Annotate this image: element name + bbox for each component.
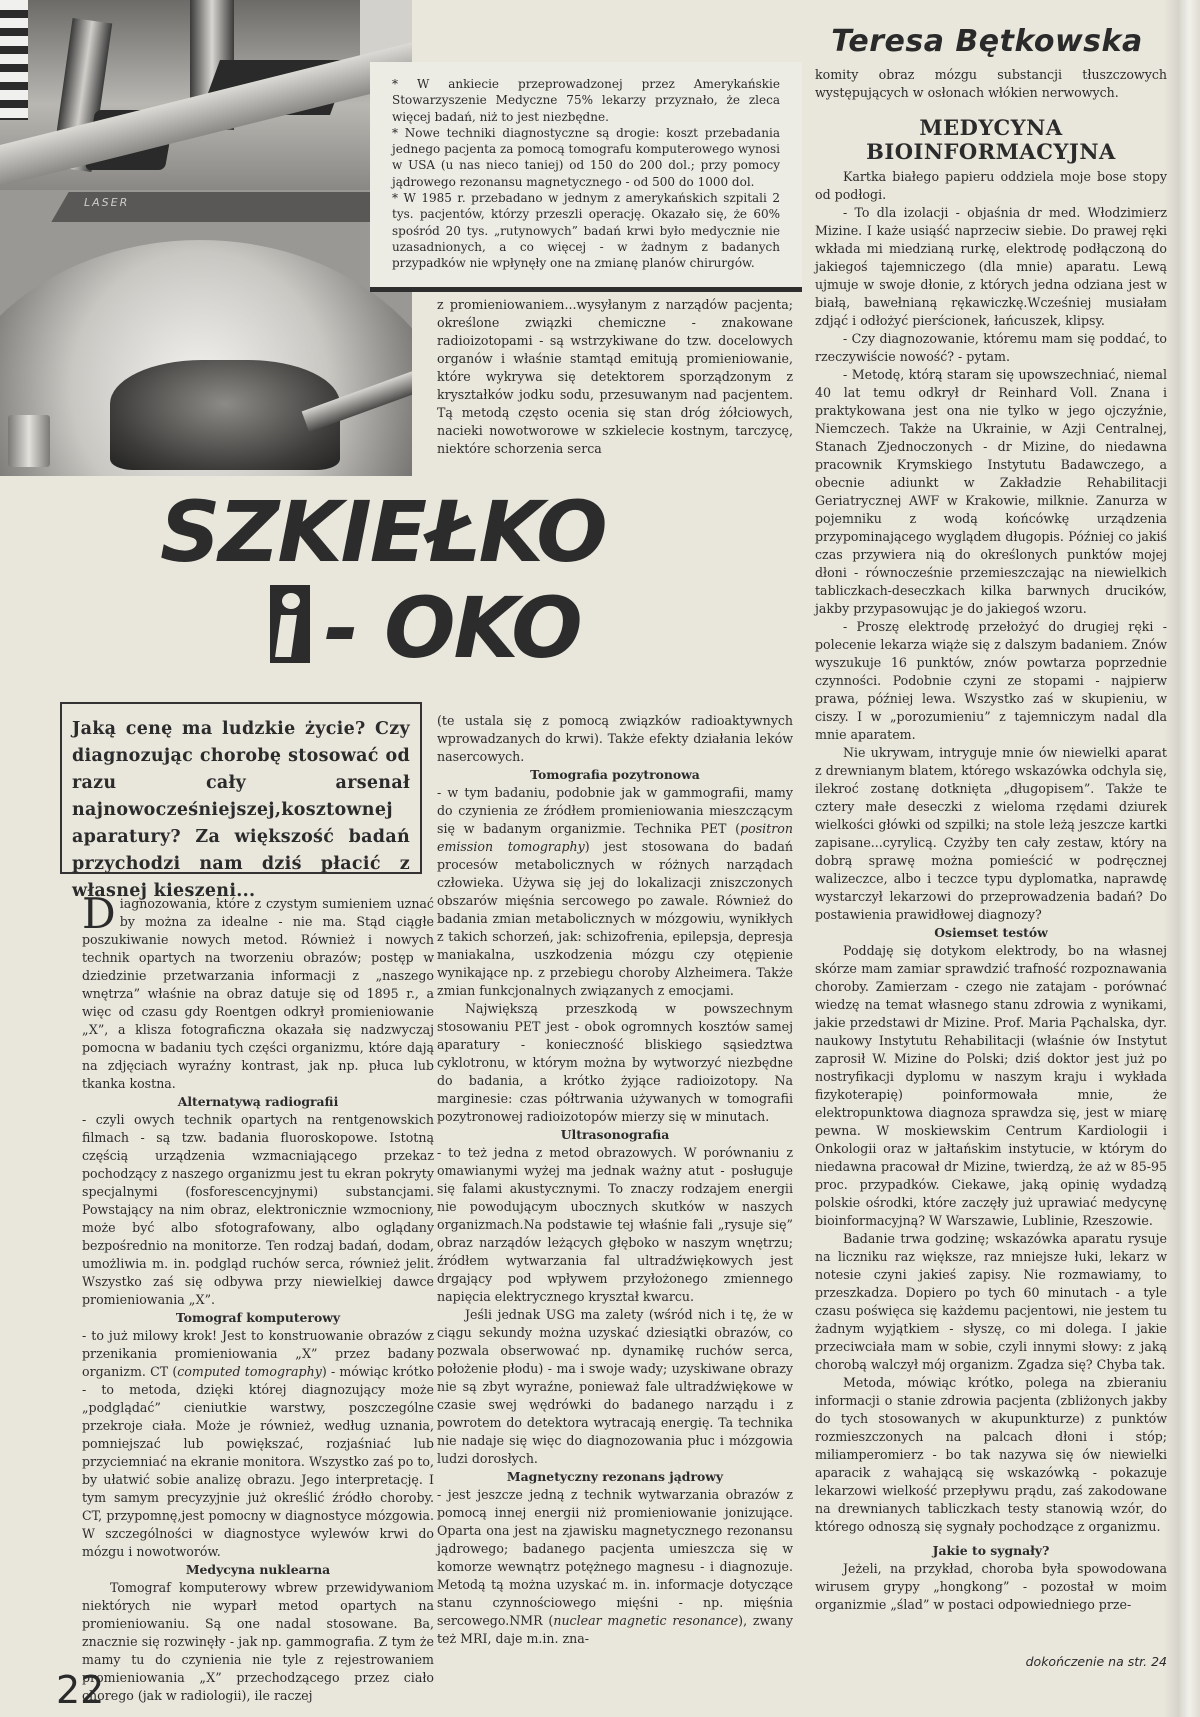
paragraph: Nie ukrywam, intryguje mnie ów niewielki aparat z drewnianym blatem, którego wskazówka odchyla się, ilekroć zostanę dotknięta „długopisem”. Także te cztery małe deseczki z wieloma rzędami dziurek wielkości główki od szpilki; na stole leżą jeszcze kartki zapisane...cyrylicą. Czyżby ten cały zestaw, który na dobrą sprawę można pomieścić w podręcznej walizeczce, albo i teczce typu dyplomatka, naprawdę wystarczył lekarzowi do przeprowadzenia badań? Do postawienia prawidłowej diagnozy? xyxy=(815,745,1167,922)
paragraph xyxy=(82,1327,434,1561)
left-column xyxy=(82,889,434,1705)
article-headline xyxy=(160,484,720,676)
text: - jest jeszcze jedną z technik wytwarzania obrazów z pomocą innej energii niż promieniowanie jonizujące. Oparta ona jest na zjawisku magnetycznego rezonansu jądrowego; badanego pacjenta umieszcza się w komorze wewnątrz potężnego magnesu - i diagnozuje. Metodą tą można uzyskać m. in. informacje dotyczące stanu czynnościowego mięśni - np. mięśnia sercowego.NMR ( xyxy=(437,1487,793,1628)
text: ) - mówiąc krótko - to metoda, dzięki której diagnozujący może „podglądać” cieniutkie warstwy, poszczególne przekroje ciała. Może je również, według uznania, pomniejszać lub powiększać, rozjaśniać lub przyciemniać na ekranie monitora. Wszystko zaś po to, by ułatwić sobie analizę obrazu. Jego interpretację. I tym samym precyzyjnie już określić źródło choroby. CT, przypomnę,jest pomocny w diagnostyce mózgowia. W szczególności w diagnostyce wylewów krwi do mózgu i nowotworów. xyxy=(82,1364,434,1559)
subheading: Tomograf komputerowy xyxy=(175,1310,341,1325)
right-column xyxy=(815,66,1167,1614)
headline-line-2-text: - OKO xyxy=(324,579,581,677)
illustration-jar xyxy=(8,415,50,467)
illustration-vent xyxy=(0,0,28,120)
italic-term: nuclear magnetic resonance xyxy=(553,1613,739,1628)
paragraph: Jeżeli, na przykład, choroba była spowodowana wirusem grypy „hongkong” - pozostał w moim organizmie „ślad” w postaci odpowiedniego prze- xyxy=(815,1561,1167,1612)
paragraph: Metoda, mówiąc krótko, polega na zbieraniu informacji o stanie zdrowia pacjenta (zbliżonych jakby do tych stosowanych w akupunkturze) z punktów rozmieszczonych na palcach dłoni i stóp; miliamperomierz - bo tak nazywa się ów niewielki aparacik z wahającą się wskazówką - pokazuje lekarzowi wielkość przepływu prądu, zaś zakodowane na drewnianych tabliczkach testy stanowią wzór, do którego odnoszą się sygnały pochodzące z organizmu. xyxy=(815,1375,1167,1534)
subheading: Alternatywą radiografii xyxy=(177,1094,339,1109)
fact-item: * W 1985 r. przebadano w jednym z amerykańskich szpitali 2 tys. pacjentów, którzy przeszli operację. Okazało się, że 60% spośród 20 tys. „rutynowych” badań krwi było medycznie nie uzasadnionych, a co więcej - w żadnym z badanych przypadków nie wpłynęły one na zmianę planów chirurgów. xyxy=(392,191,780,271)
paragraph: - Czy diagnozowanie, któremu mam się poddać, to rzeczywiście nowość? - pytam. xyxy=(815,331,1167,364)
illustration-laser-scanner xyxy=(0,0,412,476)
text: ) jest stosowana do badań procesów metabolicznych w różnych narządach człowieka. Używa się jej do lokalizacji zniszczonych obszarów mięśnia sercowego po zawale. Również do badania zmian metabolicznych w mózgowiu, wynikłych z takich schorzeń, jak: schizofrenia, epilepsja, depresja maniakalna, uszkodzenia mózgu czy otępienie wynikające np. z przebiegu choroby Alzheimera. Także zmian funkcjonalnych związanych z emocjami. xyxy=(437,839,793,998)
headline-line-1: SZKIEŁKO xyxy=(160,483,606,581)
subheading: Tomografia pozytronowa xyxy=(530,767,700,782)
page-number: 22 xyxy=(56,1668,105,1712)
headline-line-2 xyxy=(160,580,720,676)
text: ), zwany też MRI, daje m.in. zna- xyxy=(437,1613,794,1646)
section-title xyxy=(815,116,1167,164)
subheading: Ultrasonografia xyxy=(560,1127,670,1142)
paragraph: Największą przeszkodą w powszechnym stosowaniu PET jest - obok ogromnych kosztów samej aparatury - konieczność bliskiego sąsiedztwa cyklotronu, w którym można by wytworzyć niezbędne do badania, a krótko żyjące radioizotopy. Na marginesie: czas półtrwania używanych w tomografii pozytronowej radioizotopów mierzy się w minutach. xyxy=(437,1001,793,1124)
paragraph: komity obraz mózgu substancji tłuszczowych występujących w osłonach włókien nerwowych. xyxy=(815,67,1167,100)
lead-box: Jaką cenę ma ludzkie życie? Czy diagnozując chorobę stosować od razu cały arsenał najnowocześniejszej,kosztownej aparatury? Za większość badań przychodzi nam dziś płacić z własnej kieszeni... xyxy=(60,702,422,874)
middle-column xyxy=(437,712,793,1648)
facts-sidebar-box xyxy=(370,62,802,292)
text: - w tym badaniu, podobnie jak w gammografii, mamy do czynienia ze źródłem promieniowania mieszczącym się w badanym organizmie. Technika PET ( xyxy=(437,785,793,836)
subheading: Osiemset testów xyxy=(934,925,1048,940)
middle-column-top xyxy=(437,296,793,458)
paragraph: - Proszę elektrodę przełożyć do drugiej ręki - polecenie lekarza wiąże się z dalszym badaniem. Znów wyszukuje 16 punktów, znów powtarza poprzednie czynności. Podobnie czyni ze stopami - najpierw prawa, później lewa. Wszystko zaś w skupieniu, w ciszy. I w „porozumieniu” z tajemniczym nadal dla mnie aparatem. xyxy=(815,619,1167,742)
paragraph: - to też jedna z metod obrazowych. W porównaniu z omawianymi wyżej ma jednak ważny atut - posługuje się falami akustycznymi. To znaczy rodzajem energii nie powodującym ubocznych skutków w naszych organizmach.Na podstawie tej właśnie fali „rysuje się” obraz narządów leżących głęboko w naszym wnętrzu; źródłem wytwarzania fal ultradźwiękowych jest drgający pod wpływem przyłożonego zmiennego napięcia elektrycznego kryształ kwarcu. xyxy=(437,1145,793,1304)
paragraph xyxy=(437,1486,793,1648)
paragraph: Kartka białego papieru oddziela moje bose stopy od podłogi. xyxy=(815,169,1167,202)
paragraph: Badanie trwa godzinę; wskazówka aparatu rysuje na liczniku raz większe, raz mniejsze łuki, lekarz w notesie czyni jakieś zapisy. Nie rozmawiamy, to przeszkadza. Dopiero po tych 60 minutach - a tyle czasu poświęca się każdemu pacjentowi, nie jestem tu żadnym wyjątkiem - słyszę, co mi dolega. I jakie przeciwciała mam w sobie, czyli innymi słowy: z jaką chorobą walczył mój organizm. Zgadza się? Chyba tak. xyxy=(815,1231,1167,1372)
intro-paragraph xyxy=(82,889,434,1093)
text: - to już milowy krok! Jest to konstruowanie obrazów z przenikania promieniowania „X” przez badany organizm. CT ( xyxy=(82,1328,434,1379)
fact-item: * Nowe techniki diagnostyczne są drogie: koszt przebadania jednego pacjenta za pomocą tomografu komputerowego wynosi w USA (u nas nieco taniej) od 150 do 200 dol.; przy pomocy jądrowego rezonansu magnetycznego - od 500 do 1000 dol. xyxy=(392,125,780,189)
page-edge-shadow xyxy=(1164,0,1200,1717)
i-letter-logo-icon xyxy=(270,585,310,663)
section-title-line-2: BIOINFORMACYJNA xyxy=(866,139,1116,164)
subheading: Magnetyczny rezonans jądrowy xyxy=(506,1469,724,1484)
author-name: Teresa Bętkowska xyxy=(831,24,1143,59)
paragraph: Jeśli jednak USG ma zalety (wśród nich i tę, że w ciągu sekundy można uzyskać dziesiątki obrazów, co pozwala obserwować np. dynamikę ruchów serca, położenie płodu) - ma i swoje wady; uzyskiwane obrazy nie są zbyt wyraźne, ponieważ fale ultradźwiękowe w czasie swej wędrówki do badanego narządu i z powrotem do detektora wytracają energię. Ta technika nie nadaje się więc do diagnozowania płuc i mózgowia ludzi dorosłych. xyxy=(437,1307,793,1466)
paragraph xyxy=(437,784,793,1000)
paragraph: - Metodę, którą staram się upowszechniać, niemal 40 lat temu odkrył dr Reinhard Voll. Znana i praktykowana jest ona nie tylko w jego ojczyźnie, Niemczech. Także na Ukrainie, w Azji Centralnej, Stanach Zjednoczonych - dr Mizine, do niedawna pracownik Krymskiego Instytutu Badawczego, a obecnie adiunkt w Zakładzie Rehabilitacji Geriatrycznej AWF w Krakowie, milknie. Zanurza w pojemniku z wodą końcówkę urządzenia przypominającego wyglądem długopis. Później co jakiś czas przywiera nią do określonych punktów mojej dłoni - równocześnie przemieszczając na niewielkich tabliczkach-deseczkach kilka barwnych drucików, jakby przypasowując je do jakiegoś wzoru. xyxy=(815,367,1167,616)
paragraph: - czyli owych technik opartych na rentgenowskich filmach - są tzw. badania fluoroskopowe. Istotną częścią urządzenia wzmacniającego przekaz pochodzący z naszego organizmu jest tu ekran pokryty specjalnymi (fosforescencyjnymi) substancjami. Powstający na nim obraz, elektronicznie wzmocniony, może być albo sfotografowany, albo oglądany bezpośrednio na monitorze. Ten rodzaj badań, dodam, umożliwia m. in. podgląd ruchów serca, również jelit. Wszystko zaś się odbywa przy niewielkiej dawce promieniowania „X”. xyxy=(82,1112,434,1307)
paragraph: Tomograf komputerowy wbrew przewidywaniom niektórych nie wyparł metod opartych na promieniowaniu. Są one nadal stosowane. Ba, znacznie się rozwinęły - jak np. gammografia. Z tym że mamy tu do czynienia nie tyle z rejestrowaniem promieniowania „X” przechodzącego przez ciało chorego (jak w radiologii), ile raczej xyxy=(82,1580,434,1703)
illustration-laser-label: LASER xyxy=(84,196,130,209)
italic-term: positron emission tomography xyxy=(437,821,793,854)
intro-text: iagnozowania, które z czystym sumieniem uznać by można za idealne - nie ma. Stąd ciągłe poszukiwanie nowych metod. Również i nowych technik opartych na tworzeniu obrazów; postęp w dziedzinie przetwarzania informacji z „naszego wnętrza” właśnie na obraz datuje się od 1895 r., a więc od czasu gdy Roentgen odkrył promieniowanie „X”, a klisza fotograficzna okazała się nadzwyczaj pomocna w badaniu tych części organizmu, które dają na zdjęciach wyraźny kontrast, jak np. płuca lub tkanka kostna. xyxy=(82,896,434,1091)
dropcap: D xyxy=(82,889,116,938)
subheading: Medycyna nuklearna xyxy=(185,1562,331,1577)
continued-on-page-link: dokończenie na str. 24 xyxy=(1025,1654,1167,1669)
section-title-line-1: MEDYCYNA xyxy=(919,115,1063,140)
italic-term: computed tomography xyxy=(177,1364,322,1379)
paragraph: - To dla izolacji - objaśnia dr med. Włodzimierz Mizine. I każe usiąść naprzeciw siebie. Do prawej ręki wkłada mi miedzianą rurkę, elektrodę podłączoną do jakiegoś tajemniczego (dla mnie) aparatu. Lewą ujmuje w swoje dłonie, z których jedna odziana jest w białą, bawełnianą rękawiczkę.Wcześniej musiałam zdjąć i odłożyć pierścionek, łańcuszek, klipsy. xyxy=(815,205,1167,328)
paragraph: Poddaję się dotykom elektrody, bo na własnej skórze mam zamiar sprawdzić trafność rozpoznawania choroby. Zamierzam - czego nie zatajam - porównać wiedzę na temat własnego stanu zdrowia z wynikami, jakie przedstawi dr Mizine. Prof. Maria Pąchalska, dyr. naukowy Instytutu Rehabilitacji (właśnie ów Instytut zaprosił W. Mizine do Polski; dziś doktor jest już po nostryfikacji dyplomu w naszym kraju i wykłada fizykoterapię) poinformowała mnie, że elektropunktowa diagnoza sprawdza się, jest w miarę pewna. W moskiewskim Centrum Kardiologii i Onkologii oraz w jałtańskim instytucie, w którym do niedawna pracował dr Mizine, twierdzą, że aż w 85-95 proc. przypadków. Ciekawe, jaką opinię wydadzą polskie ośrodki, które zaczęły już uprawiać medycynę bioinformacyjną? W Warszawie, Lublinie, Rzeszowie. xyxy=(815,943,1167,1228)
fact-item: * W ankiecie przeprowadzonej przez Amerykańskie Stowarzyszenie Medyczne 75% lekarzy przyznało, że zleca więcej badań, niż to jest niezbędne. xyxy=(392,77,780,124)
paragraph: z promieniowaniem...wysyłanym z narządów pacjenta; określone związki chemiczne - znakowane radioizotopami - są wstrzykiwane do tzw. docelowych organów i właśnie stamtąd emitują promieniowanie, które wykrywa się detektorem sporządzonym z kryształków jodku sodu, przesuwanym nad pacjentem. Tą metodą często ocenia się stan dróg żółciowych, nacieki nowotworowe w szkielecie kostnym, tarczycę, niektóre schorzenia serca xyxy=(437,297,793,456)
paragraph: (te ustala się z pomocą związków radioaktywnych wprowadzanych do krwi). Także efekty działania leków nasercowych. xyxy=(437,713,793,764)
subheading: Jakie to sygnały? xyxy=(932,1543,1050,1558)
